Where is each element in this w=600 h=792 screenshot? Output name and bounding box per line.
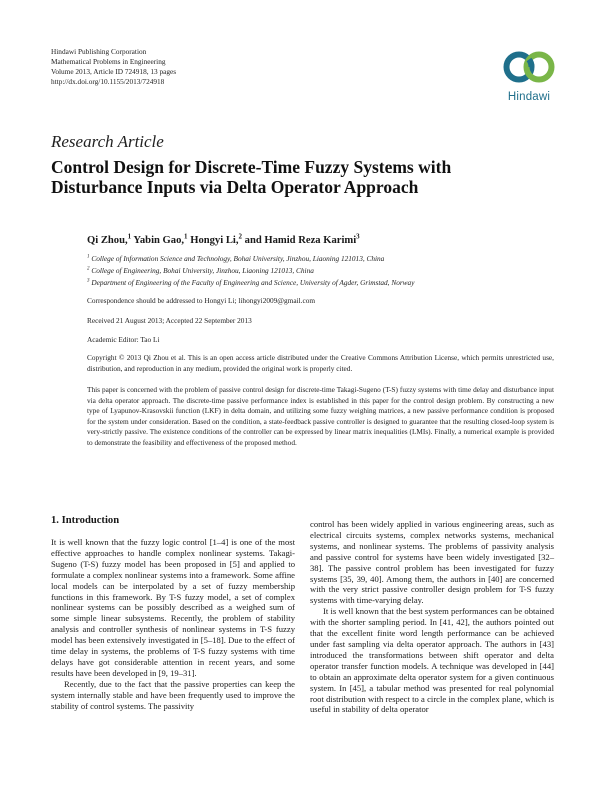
paragraph: Recently, due to the fact that the passive properties can keep the system internally stable and have been frequently used to improve the stability of control systems. The passivity xyxy=(51,678,295,711)
hindawi-rings-icon xyxy=(494,44,564,90)
journal-name: Mathematical Problems in Engineering xyxy=(51,57,166,66)
affiliation: $^3$ Department of Engineering of the Faculty of Engineering and Science, University of Agder, Grimstad, Norway xyxy=(87,278,415,287)
publisher-name: Hindawi Publishing Corporation xyxy=(51,47,147,56)
academic-editor: Academic Editor: Tao Li xyxy=(87,335,160,344)
doi-link[interactable]: http://dx.doi.org/10.1155/2013/724918 xyxy=(51,77,165,86)
journal-header xyxy=(51,47,176,87)
volume-info: Volume 2013, Article ID 724918, 13 pages xyxy=(51,67,177,76)
left-column xyxy=(51,537,295,712)
article-type: Research Article xyxy=(51,132,164,151)
author: Qi Zhou,$^1$ xyxy=(87,232,132,246)
section-heading: 1. Introduction xyxy=(51,515,120,526)
author: Hongyi Li,$^2$ xyxy=(190,232,242,246)
author-list xyxy=(87,232,360,246)
affiliation: $^1$ College of Information Science and Technology, Bohai University, Jinzhou, Liaoning 121013, China xyxy=(87,254,385,263)
hindawi-wordmark: Hindawi xyxy=(507,91,551,103)
copyright-notice: Copyright © 2013 Qi Zhou et al. This is an open access article distributed under the Creative Commons Attribution License, which permits unrestricted use, distribution, and reproduction in any medium, provided the original work is properly cited. xyxy=(87,353,554,373)
paragraph: control has been widely applied in various engineering areas, such as electrical circuits systems, complex networks systems, mechanical systems, and nonlinear systems. The problems of passivity analysis and passive control for systems have been widely investigated [32–38]. The passive control problem has been investigated for fuzzy systems [35, 39, 40]. Among them, the authors in [40] are concerned with the very strict passive controller design problem for T-S fuzzy systems with time-varying delay. xyxy=(310,519,554,606)
abstract: This paper is concerned with the problem of passive control design for discrete-time Takagi-Sugeno (T-S) fuzzy systems with time delay and disturbance input via delta operator approach. The discrete-time passive performance index is established in this paper for the control design problem. By constructing a new type of Lyapunov-Krasovskii function (LKF) in delta domain, and utilizing some fuzzy weighing matrices, a new passive performance condition is proposed for the system under consideration. Based on the condition, a state-feedback passive controller is designed to guarantee that the resulting closed-loop system is very-strictly passive. The existence conditions of the controller can be expressed by linear matrix inequalities (LMIs). Finally, a numerical example is provided to demonstrate the feasibility and effectiveness of the proposed method. xyxy=(87,385,554,447)
hindawi-logo xyxy=(494,44,564,106)
author: Yabin Gao,$^1$ xyxy=(133,232,188,246)
affiliation: $^2$ College of Engineering, Bohai University, Jinzhou, Liaoning 121013, China xyxy=(87,266,314,275)
received-dates: Received 21 August 2013; Accepted 22 September 2013 xyxy=(87,316,252,325)
author: and Hamid Reza Karimi$^3$ xyxy=(244,232,360,246)
paragraph: It is well known that the fuzzy logic control [1–4] is one of the most effective approaches to handle complex nonlinear systems. Takagi-Sugeno (T-S) fuzzy model has been proposed in [5] and applied to formulate a complex nonlinear systems into a framework. Some affine local models can be interpolated by a set of fuzzy membership functions in this framework. By T-S fuzzy model, a set of complex nonlinear systems can be possibly described as a weighed sum of some simple linear subsystems. Recently, the problem of stability analysis and controller synthesis of nonlinear systems in T-S fuzzy model has been extensively investigated in [5–18]. Due to the effect of time delay in systems, the problems of T-S fuzzy systems with time delays have got considerable attention in recent years, and some results have been developed in [9, 19–31]. xyxy=(51,537,295,678)
paragraph: It is well known that the best system performances can be obtained with the shorter sampling period. In [41, 42], the authors pointed out that the excellent finite word length performance can be achieved under fast sampling via delta operator approach. The authors in [43] introduced the transformations between shift operator and delta operator transfer function models. A technique was developed in [44] to obtain an approximate delta operator system for a given continuous system. In [45], a tabular method was presented for real polynomial root distribution with respect to a circle in the complex plane, which is useful in stability of delta operator xyxy=(310,606,554,715)
right-column xyxy=(310,519,554,715)
correspondence: Correspondence should be addressed to Hongyi Li; lihongyi2009@gmail.com xyxy=(87,296,316,305)
paper-title: Control Design for Discrete-Time Fuzzy Systems with Disturbance Inputs via Delta Operator Approach xyxy=(51,157,452,197)
